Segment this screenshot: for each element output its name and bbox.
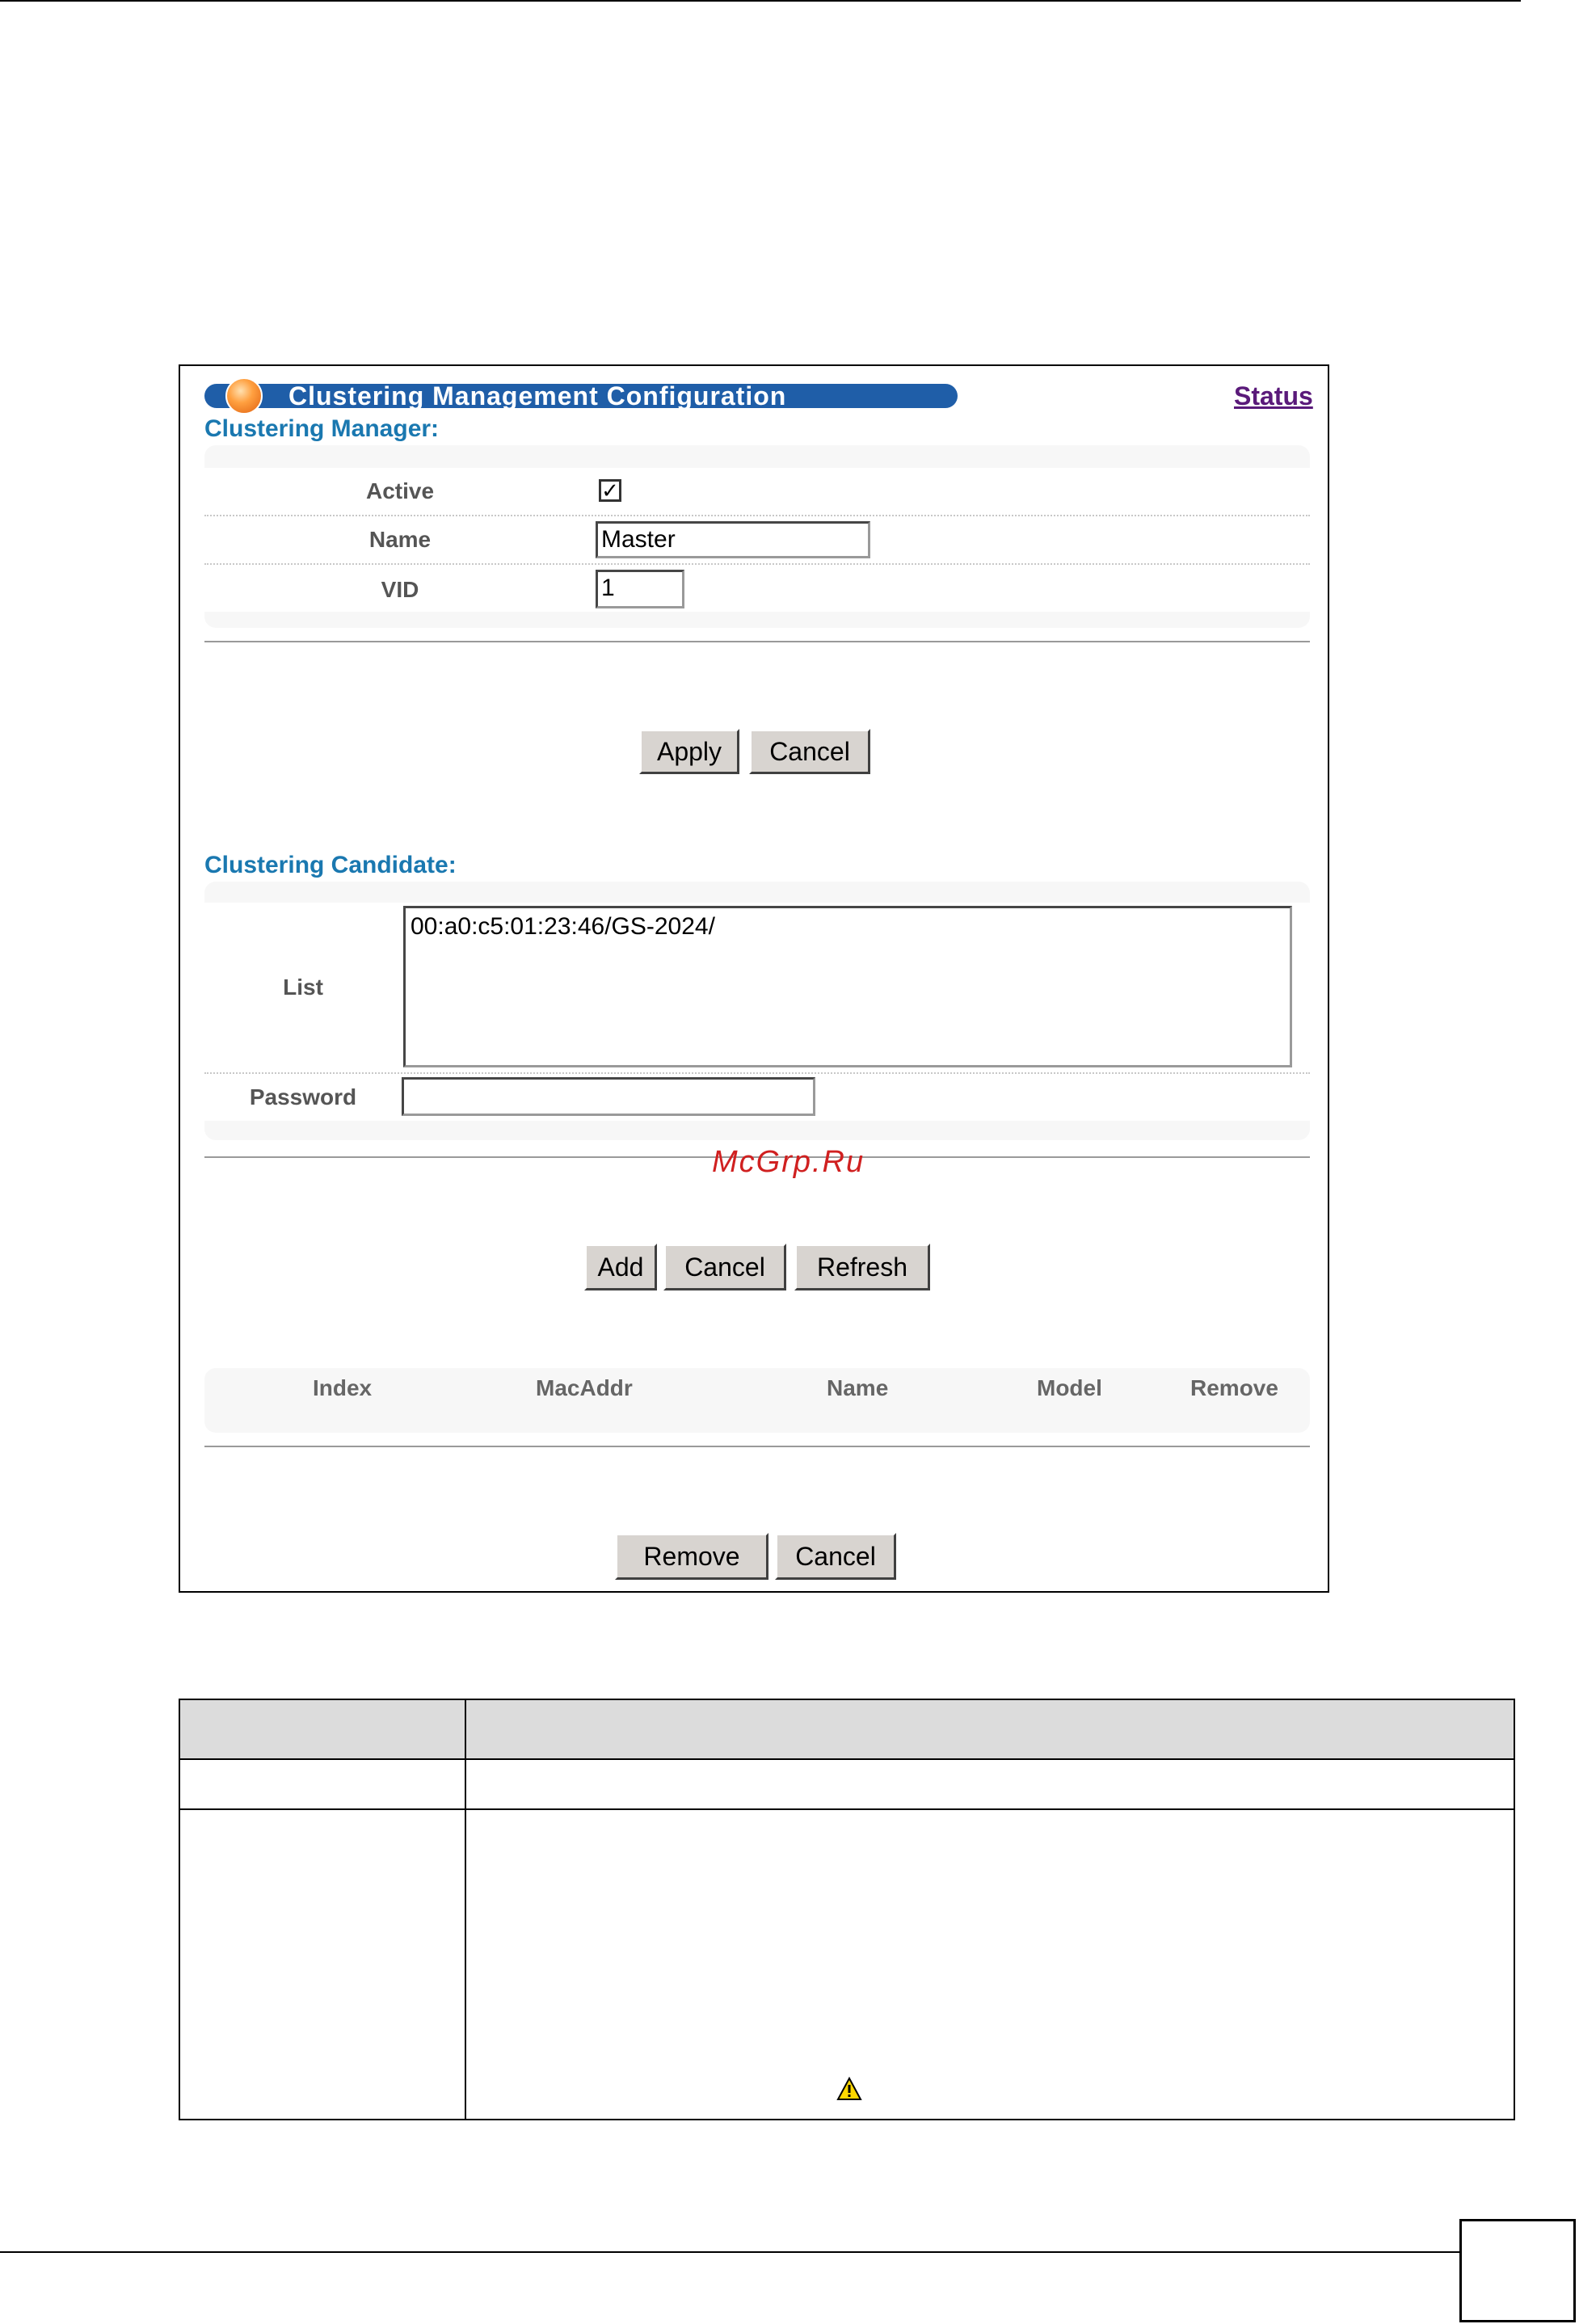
column-header-remove: Remove (1190, 1375, 1278, 1400)
page-bottom-rule (0, 2251, 1461, 2253)
list-row (204, 903, 1310, 1074)
table-column-divider (465, 1700, 466, 2119)
apply-button[interactable]: Apply (639, 729, 739, 774)
clustering-candidate-heading: Clustering Candidate: (204, 852, 457, 878)
name-row (204, 516, 1310, 565)
window-title: Clustering Management Configuration (288, 381, 787, 410)
password-label: Password (249, 1084, 357, 1109)
candidate-cancel-button[interactable]: Cancel (663, 1244, 786, 1290)
column-header-name: Name (827, 1375, 889, 1400)
column-header-model: Model (1037, 1375, 1102, 1400)
add-button[interactable]: Add (584, 1244, 657, 1290)
name-input[interactable]: Master (596, 521, 870, 558)
description-table (179, 1699, 1515, 2120)
clustering-config-screenshot (179, 364, 1329, 1593)
password-row (204, 1074, 1310, 1121)
warning-icon (836, 2077, 862, 2101)
candidate-listbox[interactable] (403, 906, 1292, 1067)
clustering-manager-heading: Clustering Manager: (204, 415, 440, 442)
checkmark-icon: ✓ (601, 478, 619, 503)
list-label: List (283, 975, 323, 1000)
table-row-divider (180, 1808, 1514, 1810)
manager-cancel-button[interactable]: Cancel (749, 729, 870, 774)
column-header-macaddr: MacAddr (536, 1375, 633, 1400)
members-cancel-button[interactable]: Cancel (775, 1533, 896, 1580)
list-item[interactable]: 00:a0:c5:01:23:46/GS-2024/ (411, 913, 715, 940)
password-input[interactable] (402, 1077, 815, 1116)
active-label: Active (365, 478, 435, 503)
table-row-divider (180, 1758, 1514, 1760)
active-checkbox[interactable] (599, 479, 621, 502)
divider (204, 641, 1310, 642)
orb-icon (225, 377, 263, 415)
vid-input[interactable]: 1 (596, 570, 684, 608)
name-label: Name (368, 527, 432, 552)
page-number-box (1459, 2219, 1576, 2322)
manager-panel (204, 445, 1310, 628)
vid-label: VID (381, 577, 419, 602)
refresh-button[interactable]: Refresh (794, 1244, 930, 1290)
candidate-panel (204, 882, 1310, 1140)
members-table-header (204, 1368, 1310, 1433)
table-header-row (180, 1700, 1514, 1758)
watermark-text: McGrp.Ru (712, 1145, 865, 1179)
active-row (204, 468, 1310, 516)
status-link[interactable]: Status (1234, 381, 1313, 410)
vid-row (204, 565, 1310, 612)
page-top-rule (0, 0, 1521, 2)
remove-button[interactable]: Remove (615, 1533, 768, 1580)
divider (204, 1446, 1310, 1447)
column-header-index: Index (313, 1375, 373, 1400)
